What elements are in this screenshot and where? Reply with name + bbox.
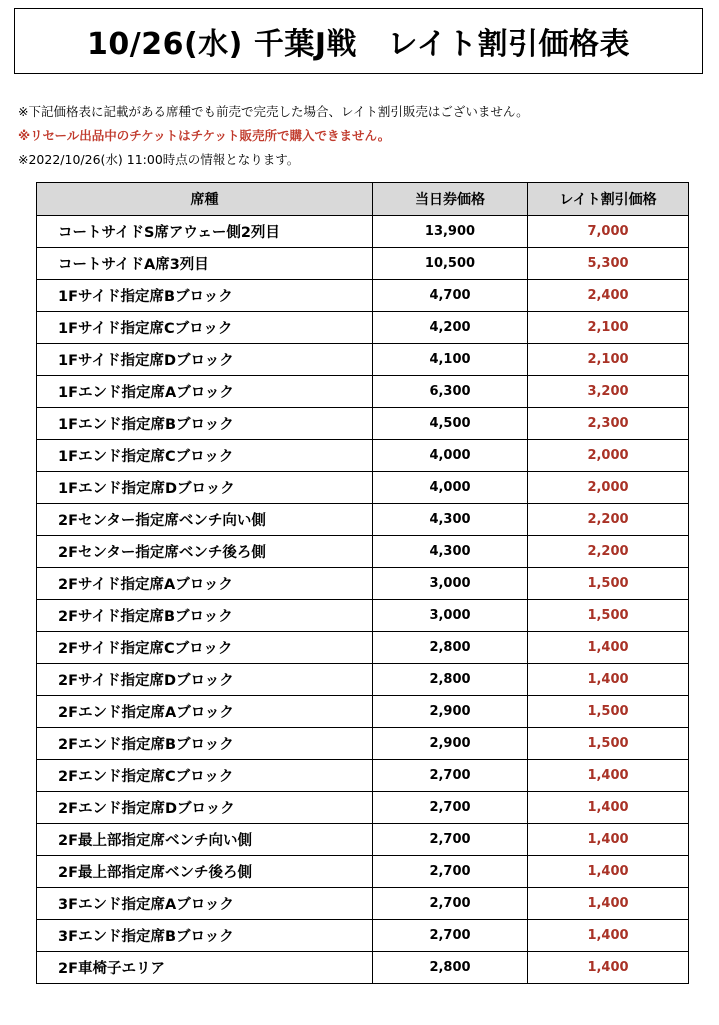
- late-price-cell: 1,400: [528, 952, 689, 984]
- late-price-cell: 1,400: [528, 664, 689, 696]
- table-row: [37, 504, 689, 536]
- table-row: [37, 408, 689, 440]
- seat-name-cell: 2Fエンド指定席Cブロック: [37, 760, 373, 792]
- late-price-cell: 2,100: [528, 344, 689, 376]
- day-price-cell: 2,900: [373, 696, 528, 728]
- table-row: [37, 632, 689, 664]
- late-price-cell: 2,300: [528, 408, 689, 440]
- table-row: [37, 792, 689, 824]
- late-price-cell: 5,300: [528, 248, 689, 280]
- late-price-cell: 3,200: [528, 376, 689, 408]
- seat-name-cell: 2Fエンド指定席Aブロック: [37, 696, 373, 728]
- seat-name-cell: 2Fセンター指定席ベンチ後ろ側: [37, 536, 373, 568]
- day-price-cell: 2,700: [373, 760, 528, 792]
- seat-name-cell: 2Fサイド指定席Dブロック: [37, 664, 373, 696]
- seat-name-cell: 2Fエンド指定席Bブロック: [37, 728, 373, 760]
- late-price-cell: 2,200: [528, 504, 689, 536]
- late-price-cell: 1,400: [528, 824, 689, 856]
- day-price-cell: 3,000: [373, 568, 528, 600]
- seat-name-cell: 2F最上部指定席ベンチ向い側: [37, 824, 373, 856]
- day-price-cell: 4,000: [373, 472, 528, 504]
- day-price-cell: 4,100: [373, 344, 528, 376]
- table-row: [37, 440, 689, 472]
- seat-name-cell: 2Fエンド指定席Dブロック: [37, 792, 373, 824]
- table-row: [37, 248, 689, 280]
- late-price-cell: 1,400: [528, 888, 689, 920]
- day-price-cell: 2,700: [373, 824, 528, 856]
- day-price-cell: 3,000: [373, 600, 528, 632]
- day-price-cell: 4,200: [373, 312, 528, 344]
- seat-name-cell: コートサイドS席アウェー側2列目: [37, 216, 373, 248]
- table-row: [37, 760, 689, 792]
- day-price-cell: 4,700: [373, 280, 528, 312]
- late-price-cell: 1,400: [528, 632, 689, 664]
- late-price-cell: 1,500: [528, 568, 689, 600]
- note-resale: ※リセール出品中のチケットはチケット販売所で購入できません。: [18, 128, 391, 143]
- day-price-cell: 2,900: [373, 728, 528, 760]
- notes-list: [18, 100, 708, 172]
- late-price-cell: 1,400: [528, 792, 689, 824]
- seat-name-cell: 1Fエンド指定席Bブロック: [37, 408, 373, 440]
- seat-name-cell: 1Fエンド指定席Dブロック: [37, 472, 373, 504]
- table-row: [37, 376, 689, 408]
- page-title: 10/26(水) 千葉J戦 レイト割引価格表: [87, 27, 630, 62]
- table-row: [37, 856, 689, 888]
- table-row: [37, 472, 689, 504]
- day-price-cell: 4,300: [373, 536, 528, 568]
- seat-name-cell: 2Fサイド指定席Bブロック: [37, 600, 373, 632]
- seat-name-cell: 1Fエンド指定席Cブロック: [37, 440, 373, 472]
- seat-name-cell: 2F最上部指定席ベンチ後ろ側: [37, 856, 373, 888]
- day-price-cell: 10,500: [373, 248, 528, 280]
- late-price-cell: 2,400: [528, 280, 689, 312]
- table-row: [37, 696, 689, 728]
- day-price-cell: 2,700: [373, 856, 528, 888]
- price-table: [36, 182, 689, 984]
- late-price-cell: 2,200: [528, 536, 689, 568]
- late-price-cell: 1,500: [528, 696, 689, 728]
- seat-name-cell: 3Fエンド指定席Bブロック: [37, 920, 373, 952]
- header-late-price: レイト割引価格: [528, 183, 689, 216]
- table-body: [37, 216, 689, 984]
- table-row: [37, 920, 689, 952]
- table-row: [37, 312, 689, 344]
- seat-name-cell: 1Fサイド指定席Dブロック: [37, 344, 373, 376]
- table-row: [37, 280, 689, 312]
- seat-name-cell: 1Fサイド指定席Bブロック: [37, 280, 373, 312]
- day-price-cell: 2,700: [373, 792, 528, 824]
- seat-name-cell: 1Fエンド指定席Aブロック: [37, 376, 373, 408]
- table-row: [37, 536, 689, 568]
- seat-name-cell: 1Fサイド指定席Cブロック: [37, 312, 373, 344]
- table-header-row: [37, 183, 689, 216]
- day-price-cell: 6,300: [373, 376, 528, 408]
- day-price-cell: 2,800: [373, 632, 528, 664]
- day-price-cell: 2,700: [373, 888, 528, 920]
- late-price-cell: 1,400: [528, 920, 689, 952]
- table-row: [37, 952, 689, 984]
- late-price-cell: 2,100: [528, 312, 689, 344]
- header-day-price: 当日券価格: [373, 183, 528, 216]
- late-price-cell: 1,400: [528, 760, 689, 792]
- late-price-cell: 1,500: [528, 728, 689, 760]
- table-row: [37, 216, 689, 248]
- title-box: [14, 8, 703, 74]
- table-row: [37, 344, 689, 376]
- late-price-cell: 2,000: [528, 472, 689, 504]
- header-seat: 席種: [37, 183, 373, 216]
- seat-name-cell: 2Fサイド指定席Cブロック: [37, 632, 373, 664]
- seat-name-cell: コートサイドA席3列目: [37, 248, 373, 280]
- table-row: [37, 568, 689, 600]
- seat-name-cell: 3Fエンド指定席Aブロック: [37, 888, 373, 920]
- day-price-cell: 2,700: [373, 920, 528, 952]
- table-row: [37, 728, 689, 760]
- late-price-cell: 1,400: [528, 856, 689, 888]
- late-price-cell: 7,000: [528, 216, 689, 248]
- late-price-cell: 1,500: [528, 600, 689, 632]
- day-price-cell: 13,900: [373, 216, 528, 248]
- table-row: [37, 888, 689, 920]
- late-price-cell: 2,000: [528, 440, 689, 472]
- table-row: [37, 824, 689, 856]
- table-row: [37, 664, 689, 696]
- note-sold-out: ※下記価格表に記載がある席種でも前売で完売した場合、レイト割引販売はございません。: [18, 104, 529, 119]
- note-timestamp: ※2022/10/26(水) 11:00時点の情報となります。: [18, 152, 300, 167]
- seat-name-cell: 2F車椅子エリア: [37, 952, 373, 984]
- day-price-cell: 2,800: [373, 952, 528, 984]
- day-price-cell: 4,500: [373, 408, 528, 440]
- seat-name-cell: 2Fサイド指定席Aブロック: [37, 568, 373, 600]
- day-price-cell: 4,000: [373, 440, 528, 472]
- seat-name-cell: 2Fセンター指定席ベンチ向い側: [37, 504, 373, 536]
- day-price-cell: 2,800: [373, 664, 528, 696]
- day-price-cell: 4,300: [373, 504, 528, 536]
- table-row: [37, 600, 689, 632]
